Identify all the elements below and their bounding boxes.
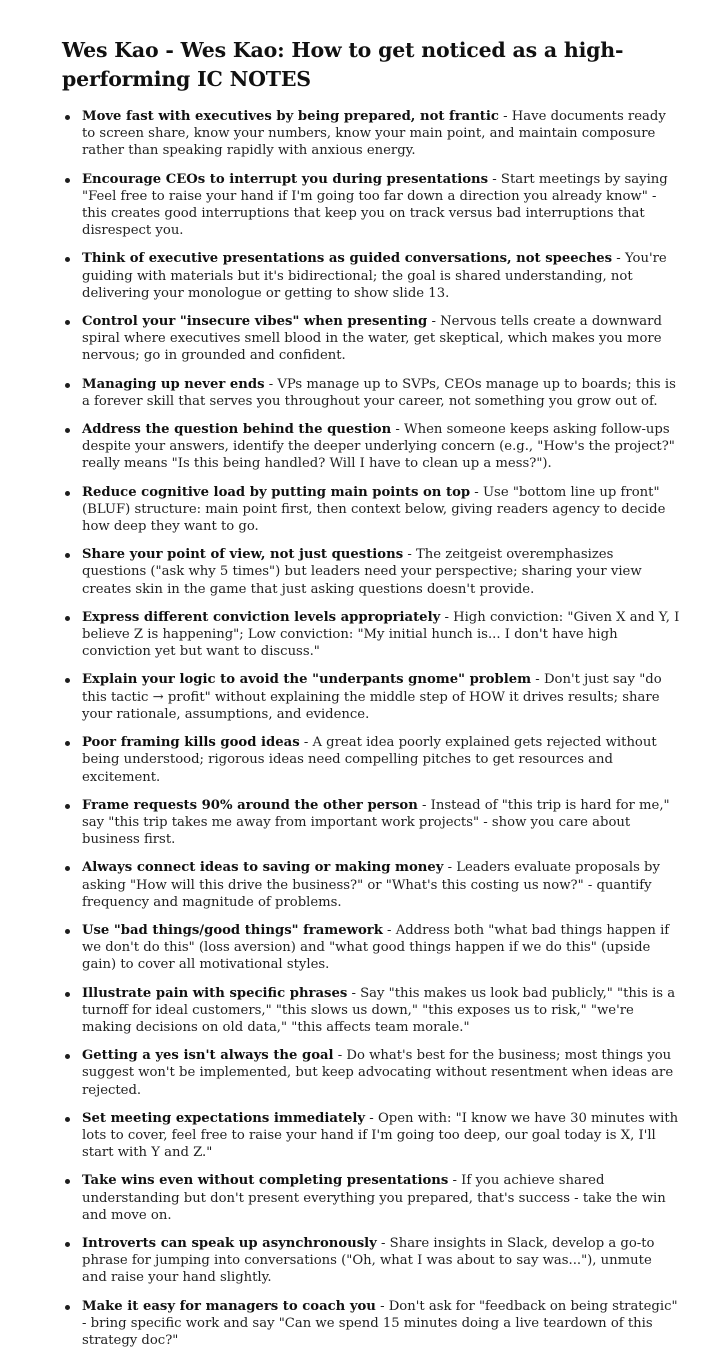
note-item bbox=[62, 1047, 680, 1099]
bullet-icon bbox=[65, 383, 70, 388]
note-text: Nervous tells create a downward spiral where executives smell blood in the water, get skeptical, which makes you more nervous; go in grounded and confident. bbox=[82, 314, 662, 364]
note-text: You're guiding with materials but it's bidirectional; the goal is shared understanding, not delivering your monologue or getting to show slide 13. bbox=[82, 251, 667, 301]
note-separator: - bbox=[403, 547, 416, 563]
bullet-icon bbox=[65, 491, 70, 496]
note-heading: Introverts can speak up asynchronously bbox=[82, 1235, 377, 1251]
note-text: Don't ask for "feedback on being strategic" - bring specific work and say "Can we spend 15 minutes doing a live teardown of this strategy doc?" bbox=[82, 1298, 678, 1348]
note-item bbox=[62, 985, 680, 1037]
note-text: A great idea poorly explained gets rejected without being understood; rigorous ideas need compelling pitches to get resources and excitement. bbox=[82, 735, 657, 785]
note-text: The zeitgeist overemphasizes questions ("ask why 5 times") but leaders need your perspective; sharing your view creates skin in the game that just asking questions doesn't provide. bbox=[82, 547, 642, 597]
note-item bbox=[62, 859, 680, 911]
note-separator: - bbox=[488, 171, 501, 187]
note-text: Use "bottom line up front" (BLUF) structure: main point first, then context below, giving readers agency to decide how deep they want to go. bbox=[82, 484, 666, 535]
note-separator: - bbox=[612, 251, 625, 267]
bullet-icon bbox=[65, 115, 70, 120]
note-heading: Control your "insecure vibes" when presenting bbox=[82, 314, 428, 330]
note-heading: Share your point of view, not just questions bbox=[82, 547, 404, 563]
note-separator: - bbox=[531, 672, 544, 688]
note-heading: Think of executive presentations as guided conversations, not speeches bbox=[82, 251, 613, 267]
note-separator: - bbox=[264, 376, 278, 392]
note-item bbox=[62, 734, 680, 786]
note-separator: - bbox=[448, 1173, 462, 1189]
note-item bbox=[62, 671, 680, 723]
note-heading: Poor framing kills good ideas bbox=[82, 735, 300, 751]
bullet-icon bbox=[65, 320, 70, 325]
note-item bbox=[62, 313, 680, 365]
note-separator: - bbox=[427, 314, 441, 330]
note-text: Don't just say "do this tactic → profit" without explaining the middle step of HOW it drives results; share your rationale, assumptions, and evidence. bbox=[82, 672, 662, 722]
note-text: When someone keeps asking follow-ups despite your answers, identify the deeper underlying concern (e.g., "How's the project?" really means "Is this being handled? Will I have to clean up a mess?"). bbox=[82, 422, 675, 472]
note-item bbox=[62, 484, 680, 536]
bullet-icon bbox=[65, 992, 70, 997]
note-item bbox=[62, 171, 680, 240]
bullet-icon bbox=[65, 616, 70, 621]
note-separator: - bbox=[299, 735, 313, 751]
note-separator: - bbox=[333, 1048, 347, 1064]
note-text: Leaders evaluate proposals by asking "How will this drive the business?" or "What's this costing us now?" - quantify frequency and magnitude of problems. bbox=[82, 860, 660, 910]
bullet-icon bbox=[65, 1179, 70, 1184]
note-heading: Frame requests 90% around the other person bbox=[82, 797, 418, 813]
note-item bbox=[62, 1298, 680, 1349]
note-separator: - bbox=[391, 422, 405, 438]
notes-list bbox=[62, 108, 680, 1349]
note-heading: Use "bad things/good things" framework bbox=[82, 922, 383, 938]
bullet-icon bbox=[65, 428, 70, 433]
note-heading: Move fast with executives by being prepared, not frantic bbox=[82, 109, 499, 124]
note-separator: - bbox=[365, 1110, 378, 1126]
note-item bbox=[62, 376, 680, 410]
note-item bbox=[62, 250, 680, 302]
bullet-icon bbox=[65, 1305, 70, 1310]
page-title: Wes Kao - Wes Kao: How to get noticed as a high-performing IC NOTES bbox=[62, 38, 624, 91]
note-text: If you achieve shared understanding but don't present everything you prepared, that's success - take the win and move on. bbox=[82, 1173, 666, 1223]
bullet-icon bbox=[65, 929, 70, 934]
note-separator: - bbox=[375, 1298, 389, 1314]
note-text: Share insights in Slack, develop a go-to phrase for jumping into conversations ("Oh, what I was about to say was..."), unmute and raise your hand slightly. bbox=[82, 1235, 655, 1286]
note-heading: Illustrate pain with specific phrases bbox=[82, 985, 348, 1001]
bullet-icon bbox=[65, 178, 70, 183]
note-text: Instead of "this trip is hard for me," say "this trip takes me away from important work projects" - show you care about business first. bbox=[82, 797, 670, 848]
note-text: Say "this makes us look bad publicly," "this is a turnoff for ideal customers," "this slows us down," "this exposes us to risk," "we're making decisions on old data," "this affects team morale." bbox=[82, 985, 676, 1035]
note-heading: Take wins even without completing presentations bbox=[82, 1173, 449, 1189]
bullet-icon bbox=[65, 257, 70, 262]
note-separator: - bbox=[376, 1235, 390, 1251]
note-heading: Address the question behind the question bbox=[82, 422, 392, 438]
note-item bbox=[62, 922, 680, 974]
note-item bbox=[62, 421, 680, 473]
note-item bbox=[62, 546, 680, 598]
note-heading: Reduce cognitive load by putting main points on top bbox=[82, 484, 471, 500]
note-separator: - bbox=[443, 860, 457, 876]
note-text: Have documents ready to screen share, know your numbers, know your main point, and maintain composure rather than speaking rapidly with anxious energy. bbox=[82, 109, 666, 159]
note-text: Open with: "I know we have 30 minutes with lots to cover, feel free to raise your hand if I'm going too deep, our goal today is X, I'll start with Y and Z." bbox=[82, 1110, 679, 1161]
note-heading: Set meeting expectations immediately bbox=[82, 1110, 366, 1126]
note-separator: - bbox=[382, 922, 396, 938]
note-item bbox=[62, 797, 680, 849]
bullet-icon bbox=[65, 678, 70, 683]
note-item bbox=[62, 1172, 680, 1224]
note-text: Do what's best for the business; most things you suggest won't be implemented, but keep advocating without resentment when ideas are rejected. bbox=[82, 1048, 674, 1098]
note-separator: - bbox=[440, 609, 454, 625]
bullet-icon bbox=[65, 804, 70, 809]
note-item bbox=[62, 609, 680, 661]
note-separator: - bbox=[498, 109, 512, 124]
note-heading: Encourage CEOs to interrupt you during presentations bbox=[82, 171, 489, 187]
note-item bbox=[62, 108, 680, 160]
note-heading: Getting a yes isn't always the goal bbox=[82, 1048, 334, 1064]
note-separator: - bbox=[347, 985, 361, 1001]
bullet-icon bbox=[65, 866, 70, 871]
note-item bbox=[62, 1235, 680, 1287]
note-text: VPs manage up to SVPs, CEOs manage up to boards; this is a forever skill that serves you throughout your career, not something you grow out of. bbox=[82, 376, 676, 409]
note-text: Address both "what bad things happen if we don't do this" (loss aversion) and "what good things happen if we do this" (upside gain) to cover all motivational styles. bbox=[82, 922, 670, 973]
bullet-icon bbox=[65, 741, 70, 746]
note-heading: Express different conviction levels appropriately bbox=[82, 609, 441, 625]
bullet-icon bbox=[65, 553, 70, 558]
note-heading: Always connect ideas to saving or making money bbox=[82, 860, 444, 876]
bullet-icon bbox=[65, 1242, 70, 1247]
note-text: High conviction: "Given X and Y, I believe Z is happening"; Low conviction: "My initial hunch is... I don't have high conviction yet but want to discuss." bbox=[82, 609, 680, 660]
note-heading: Managing up never ends bbox=[82, 376, 265, 392]
bullet-icon bbox=[65, 1117, 70, 1122]
note-text: Start meetings by saying "Feel free to raise your hand if I'm going too far down a direction you already know" - this creates good interruptions that keep you on track versus bad interruptions that disrespect you. bbox=[82, 171, 668, 239]
note-item bbox=[62, 1110, 680, 1162]
note-separator: - bbox=[417, 797, 431, 813]
note-heading: Explain your logic to avoid the "underpants gnome" problem bbox=[82, 672, 532, 688]
bullet-icon bbox=[65, 1054, 70, 1059]
note-separator: - bbox=[470, 484, 483, 500]
note-heading: Make it easy for managers to coach you bbox=[82, 1298, 376, 1314]
